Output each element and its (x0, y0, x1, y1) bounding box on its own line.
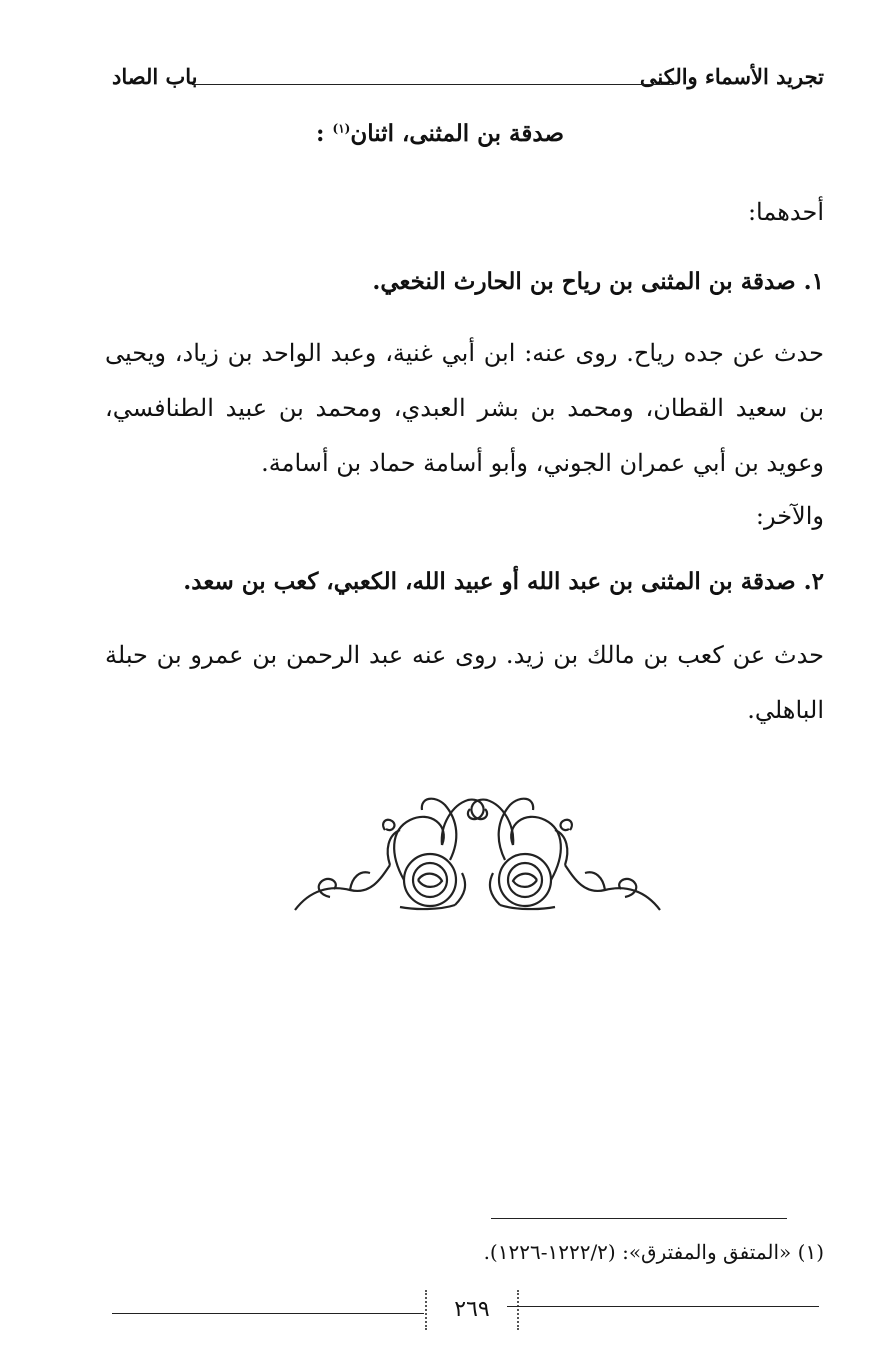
entry-title-text: صدقة بن المثنى، اثنان (350, 120, 564, 147)
entry-title-colon: : (315, 120, 325, 147)
section-title: باب الصاد (112, 64, 198, 89)
footnote: (١) «المتفق والمفترق»: (١٢٢٢/٢-١٢٢٦). (483, 1240, 824, 1264)
footnote-ref[interactable]: (١) (332, 121, 351, 136)
second-label: والآخر: (755, 502, 824, 530)
ornament-divider (290, 785, 665, 925)
footer-rule-right (507, 1306, 819, 1307)
book-title: تجريد الأسماء والكنى (639, 64, 824, 89)
footer-rule-left (112, 1313, 424, 1314)
first-heading: ١. صدقة بن المثنى بن رياح بن الحارث النخعي. (372, 268, 824, 295)
first-paragraph: حدث عن جده رياح. روى عنه: ابن أبي غنية، وعبد الواحد بن زياد، ويحيى بن سعيد القطان، ومحمد بن بشر العبدي، ومحمد بن عبيد الطنافسي، وعويد بن أبي عمران الجوني، وأبو أسامة حماد بن أسامة. (105, 339, 824, 477)
second-heading: ٢. صدقة بن المثنى بن عبد الله أو عبيد الله، الكعبي، كعب بن سعد. (183, 568, 824, 595)
footnote-separator (491, 1218, 787, 1219)
header-rule (192, 84, 674, 85)
first-label: أحدهما: (747, 198, 824, 226)
page-number: ٢٦٩ (425, 1290, 519, 1330)
entry-title (120, 120, 760, 147)
running-header (112, 60, 824, 100)
second-paragraph: حدث عن كعب بن مالك بن زيد. روى عنه عبد الرحمن بن عمرو بن حبلة الباهلي. (105, 641, 824, 724)
